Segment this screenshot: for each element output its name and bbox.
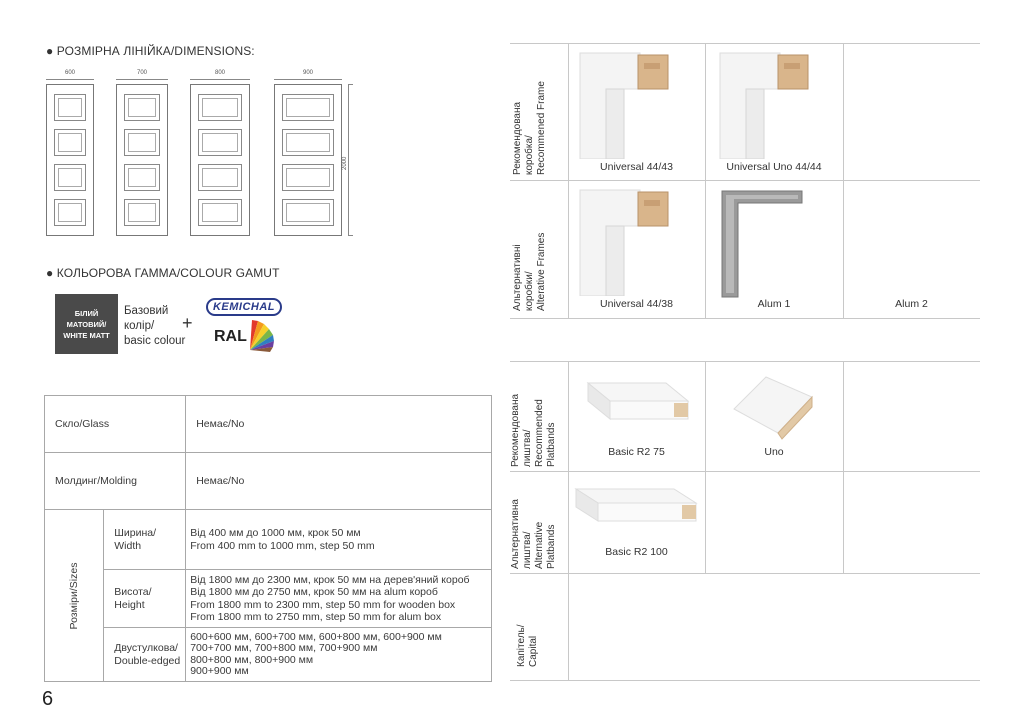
swatch-label-line: WHITE MATT [63, 330, 110, 340]
basic-r2-100-platband-image [574, 485, 700, 529]
basic-colour-line: колір/ [124, 320, 155, 332]
basic-colour-line: basic colour [124, 335, 186, 347]
table-row [45, 453, 492, 510]
door-700 [116, 84, 168, 236]
frames-grid [510, 43, 980, 319]
width-value-line: From 400 mm to 1000 mm, step 50 mm [190, 539, 375, 552]
label-line: Recommened Frame [536, 81, 547, 175]
basic-r2-75-platband-image [586, 379, 692, 429]
swatch-label-line: БІЛИЙ [74, 308, 99, 318]
label-line: Recommended [534, 399, 545, 467]
alternative-frames-label [512, 233, 548, 311]
capital-label [516, 624, 540, 667]
width-label-line: Ширина/ [114, 526, 157, 539]
double-value-line: 700+700 мм, 700+800 мм, 700+900 мм [190, 642, 378, 654]
height-label-line: Height [114, 598, 145, 611]
door-panel [198, 129, 242, 156]
double-value-line: 900+900 мм [190, 665, 249, 677]
label-line: лиштва/ [522, 531, 533, 569]
ral-logo: RAL [214, 328, 247, 345]
label-line: Capital [528, 635, 539, 667]
double-value-line: 800+800 мм, 800+900 мм [190, 653, 314, 666]
width-label-600: 600 [64, 70, 75, 76]
basic-r2-100-caption: Basic R2 100 [605, 546, 668, 558]
double-edged-label [104, 628, 186, 682]
recommended-frame-label [512, 81, 548, 175]
height-value-line: Від 1800 мм до 2750 мм, крок 50 мм на alum короб [190, 586, 438, 598]
universal-44-38-frame-image [578, 186, 674, 296]
label-line: Альтернативні [512, 244, 523, 311]
label-line: Альтернативна [510, 499, 521, 569]
table-row [45, 396, 492, 453]
dimensions-heading: ● РОЗМІРНА ЛІНІЙКА/DIMENSIONS: [46, 44, 255, 58]
door-panel [124, 199, 160, 226]
door-panel [124, 164, 160, 191]
label-line: Рекомендована [512, 101, 523, 175]
width-value-line: Від 400 мм до 1000 мм, крок 50 мм [190, 526, 361, 539]
label-line: Рекомендована [510, 393, 521, 467]
alum-2-caption: Alum 2 [895, 298, 928, 310]
height-label [104, 570, 186, 628]
sizes-label: Розміри/Sizes [68, 562, 81, 629]
label-line: коробки/ [524, 271, 535, 311]
molding-label: Молдинг/Molding [45, 453, 186, 510]
uno-caption: Uno [764, 446, 784, 458]
width-label-900: 900 [302, 70, 313, 76]
universal-44-38-caption: Universal 44/38 [600, 298, 673, 310]
height-value-line: From 1800 mm to 2750 mm, step 50 mm for alum box [190, 611, 442, 623]
door-panel [54, 164, 86, 191]
basic-colour-line: Базовий [124, 305, 169, 317]
width-label-700: 700 [136, 70, 147, 76]
door-panel [282, 164, 334, 191]
door-900 [274, 84, 342, 236]
height-value-line: Від 1800 мм до 2300 мм, крок 50 мм на дерев'яний короб [190, 573, 470, 586]
height-label: 2000 [342, 156, 348, 170]
door-panel [198, 164, 242, 191]
swatch-label-line: МАТОВИЙ/ [66, 319, 107, 329]
door-panel [54, 94, 86, 121]
universal-uno-44-44-frame-image [718, 49, 814, 159]
width-value [186, 510, 492, 570]
platbands-grid [510, 361, 980, 681]
door-panel [198, 94, 242, 121]
colour-gamut-heading: ● КОЛЬОРОВА ГАММА/COLOUR GAMUT [46, 266, 280, 280]
double-label-line: Double-edged [114, 654, 181, 667]
door-panel [198, 199, 242, 226]
label-line: Platbands [546, 524, 557, 569]
double-edged-value [186, 628, 492, 682]
door-panel [54, 129, 86, 156]
alum-1-caption: Alum 1 [757, 298, 791, 310]
specs-table [44, 395, 492, 682]
double-label-line: Двустулкова/ [114, 641, 178, 654]
table-row [45, 570, 492, 628]
uno-platband-image [732, 373, 816, 443]
white-matt-swatch [55, 294, 118, 354]
basic-r2-75-caption: Basic R2 75 [608, 446, 665, 458]
label-line: Alterative Frames [536, 232, 547, 311]
label-line: Alternative [534, 521, 545, 569]
basic-colour-label [124, 304, 185, 349]
door-panel [282, 129, 334, 156]
alum-1-frame-image [718, 189, 808, 299]
width-label-800: 800 [214, 70, 225, 76]
door-panel [282, 199, 334, 226]
height-value-line: From 1800 mm to 2300 mm, step 50 mm for wooden box [190, 598, 456, 611]
door-600 [46, 84, 94, 236]
door-panel [54, 199, 86, 226]
width-label [104, 510, 186, 570]
sizes-label-cell [45, 510, 104, 682]
universal-uno-44-44-caption: Universal Uno 44/44 [726, 161, 822, 173]
door-panel [124, 94, 160, 121]
height-label-line: Висота/ [114, 585, 152, 598]
door-panel [282, 94, 334, 121]
ral-fan-icon [246, 318, 276, 354]
molding-value: Немає/No [186, 453, 492, 510]
glass-value: Немає/No [186, 396, 492, 453]
door-800 [190, 84, 250, 236]
universal-44-43-caption: Universal 44/43 [600, 161, 673, 173]
height-dimension-line [348, 84, 353, 236]
page-number: 6 [42, 688, 54, 710]
door-panel [124, 129, 160, 156]
label-line: Platbands [546, 422, 557, 467]
width-label-line: Width [114, 539, 142, 552]
dimension-ruler [46, 70, 356, 240]
glass-label: Скло/Glass [45, 396, 186, 453]
label-line: Капітель/ [516, 624, 527, 667]
label-line: лиштва/ [522, 429, 533, 467]
kemichal-logo: KEMICHAL [206, 298, 282, 316]
label-line: коробка/ [524, 135, 535, 175]
height-value [186, 570, 492, 628]
double-value-line: 600+600 мм, 600+700 мм, 600+800 мм, 600+900 мм [190, 630, 442, 643]
recommended-platbands-label [510, 394, 558, 467]
alternative-platbands-label [510, 499, 558, 569]
universal-44-43-frame-image [578, 49, 674, 159]
plus-sign: + [182, 313, 193, 333]
table-row [45, 628, 492, 682]
table-row [45, 510, 492, 570]
